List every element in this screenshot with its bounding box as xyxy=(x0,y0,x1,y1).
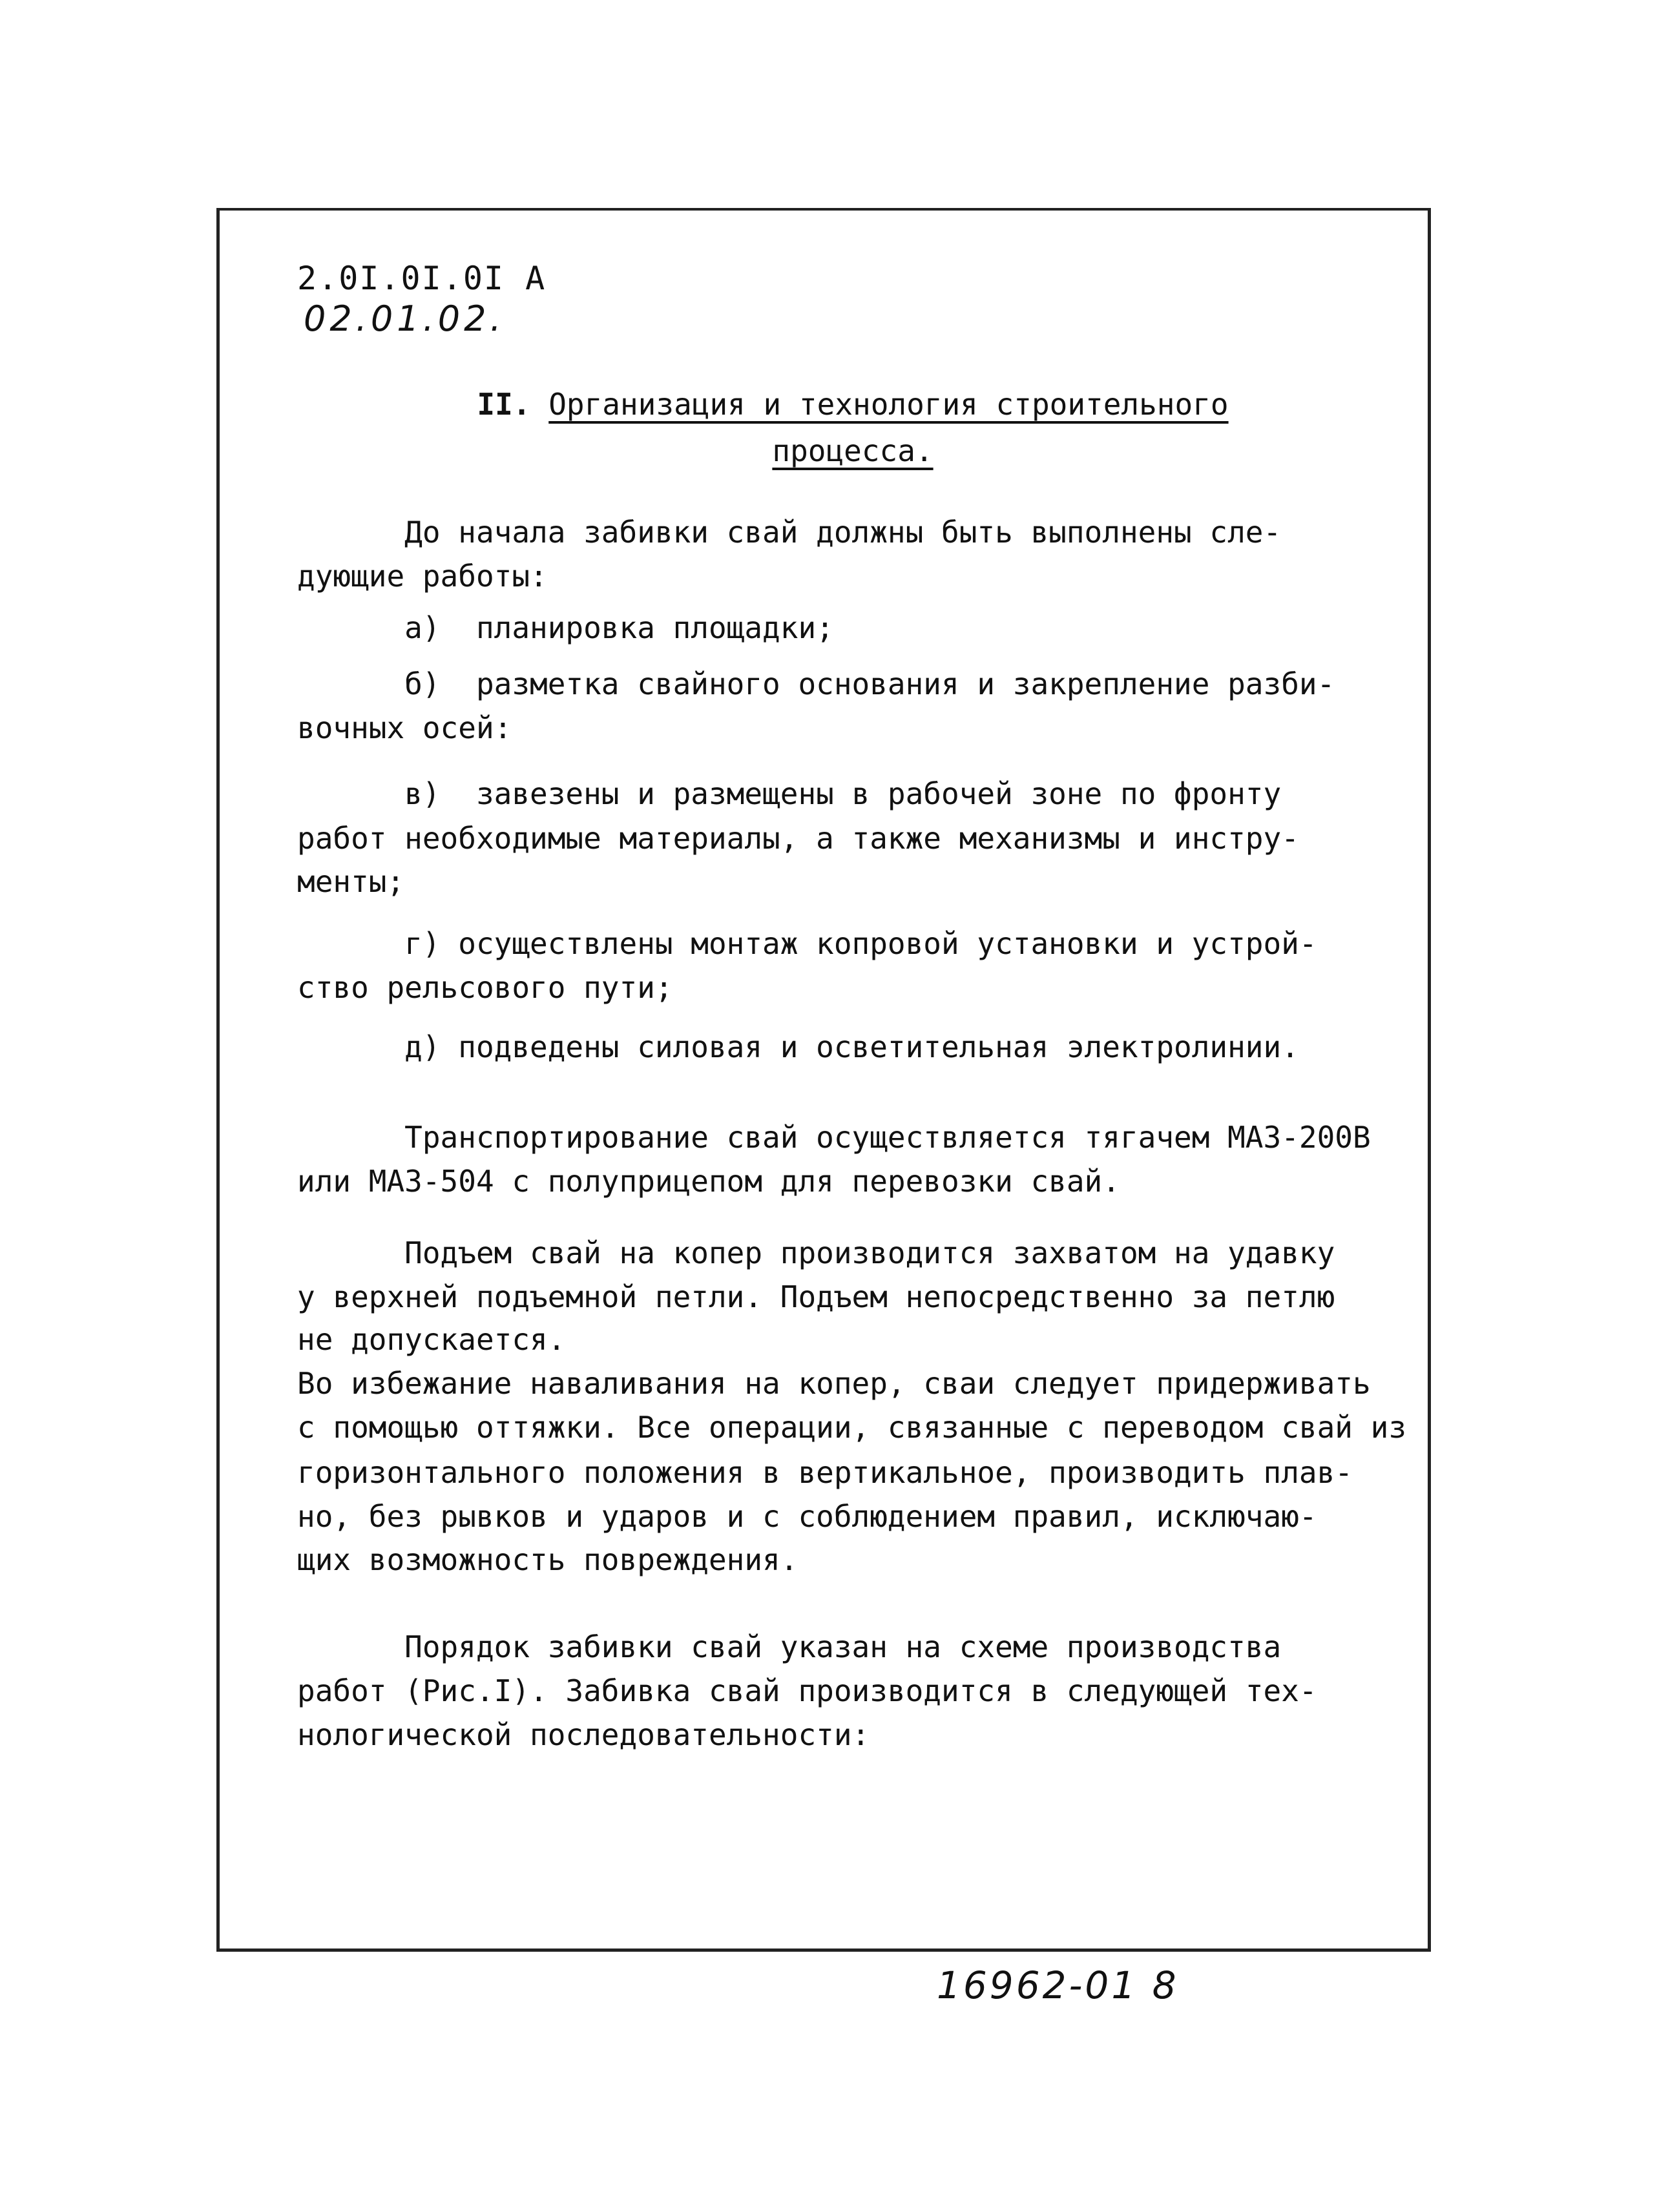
text-line: не допускается. xyxy=(297,1322,566,1357)
text-line: менты; xyxy=(297,864,405,899)
text-line: Порядок забивки свай указан на схеме производства xyxy=(297,1629,1282,1664)
list-item-b: б) разметка свайного основания и закрепление разби- xyxy=(297,667,1335,701)
text-line: нологической последовательности: xyxy=(297,1717,870,1752)
text-line: Подъем свай на копер производится захватом на удавку xyxy=(297,1235,1335,1270)
text-line: работ (Рис.I). Забивка свай производится в следующей тех- xyxy=(297,1673,1317,1708)
text-line: Во избежание наваливания на копер, сваи следует придерживать xyxy=(297,1366,1371,1401)
text-line: Транспортирование свай осуществляется тягачем МАЗ-200В xyxy=(297,1120,1371,1155)
section-number: II. xyxy=(477,387,531,422)
text-line: горизонтального положения в вертикальное, производить плав- xyxy=(297,1455,1353,1490)
text-line: дующие работы: xyxy=(297,559,548,594)
text-line: или МАЗ-504 с полуприцепом для перевозки свай. xyxy=(297,1164,1120,1199)
list-item-v: в) завезены и размещены в рабочей зоне по фронту xyxy=(297,776,1282,811)
text-line: с помощью оттяжки. Все операции, связанные с переводом свай из xyxy=(297,1410,1407,1445)
list-item-g: г) осуществлены монтаж копровой установки и устрой- xyxy=(297,926,1317,961)
text-line: щих возможность повреждения. xyxy=(297,1542,798,1577)
document-code-handwritten: 02.01.02. xyxy=(304,298,505,339)
text-line: но, без рывков и ударов и с соблюдением правил, исключаю- xyxy=(297,1499,1317,1534)
text-line: работ необходимые материалы, а также механизмы и инстру- xyxy=(297,821,1299,856)
text-line: ство рельсового пути; xyxy=(297,970,673,1005)
document-code: 2.0I.0I.0I А xyxy=(297,260,547,297)
list-item-d: д) подведены силовая и осветительная электролинии. xyxy=(297,1029,1299,1064)
section-title-line1: Организация и технология строительного xyxy=(548,387,1229,422)
text-line: До начала забивки свай должны быть выполнены сле- xyxy=(297,515,1282,550)
section-title xyxy=(433,381,1273,474)
text-line: у верхней подъемной петли. Подъем непосредственно за петлю xyxy=(297,1279,1335,1314)
page-number: 16962-01 8 xyxy=(937,1963,1179,2007)
text-line: вочных осей: xyxy=(297,710,512,745)
list-item-a: а) планировка площадки; xyxy=(297,610,834,645)
section-title-line2: процесса. xyxy=(772,433,933,468)
